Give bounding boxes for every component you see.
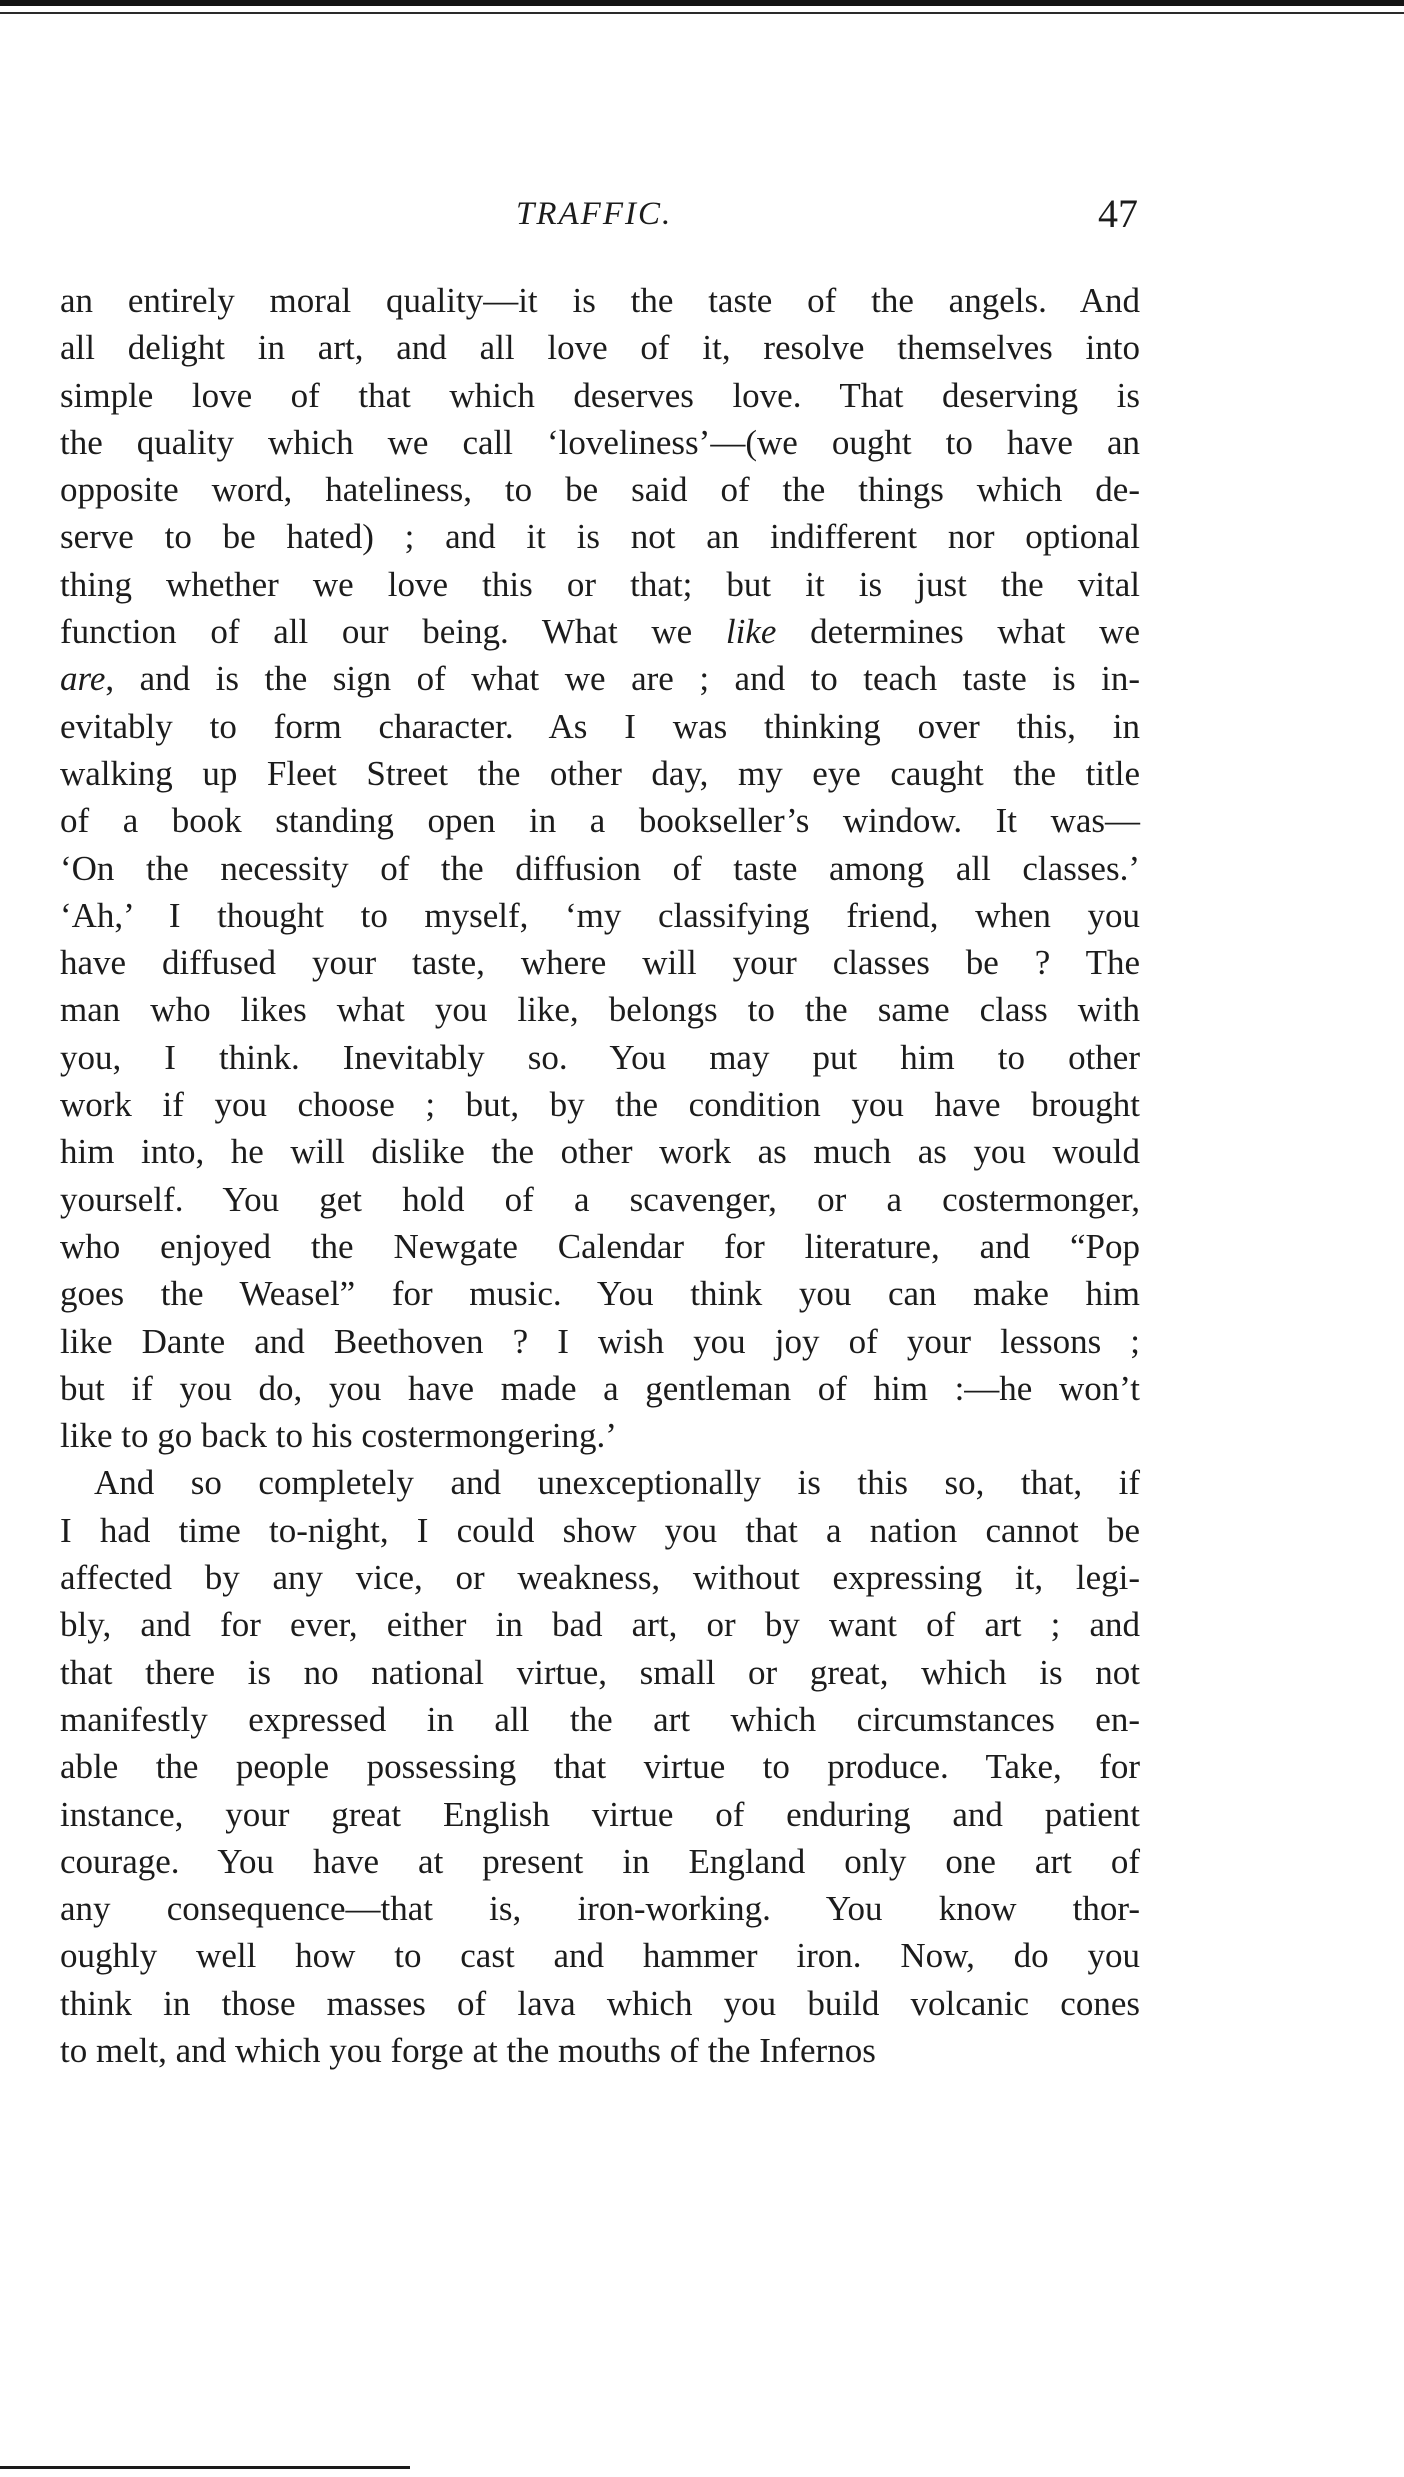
text-run: walking up Fleet Street the other day, my eye caught the title [60,753,1140,793]
text-run: but if you do, you have made a gentleman of him :—he won’t [60,1368,1140,1408]
text-line [60,1507,1140,1554]
text-run: all delight in art, and all love of it, resolve themselves into [60,328,1140,368]
text-run: think in those masses of lava which you build volcanic cones [60,1983,1140,2023]
text-line [60,324,1140,371]
text-line [60,1838,1140,1885]
text-line [60,1932,1140,1979]
text-run: like Dante and Beethoven ? I wish you joy of your lessons ; [60,1321,1140,1361]
text-line [60,1791,1140,1838]
text-line [60,703,1140,750]
running-head [0,191,1404,246]
text-run: to melt, and which you forge at the mouths of the Infernos [60,2030,876,2070]
text-run: who enjoyed the Newgate Calendar for literature, and “Pop [60,1226,1140,1266]
text-run: work if you choose ; but, by the condition you have brought [60,1085,1140,1125]
text-line [60,1365,1140,1412]
text-run: simple love of that which deserves love. That deserving is [60,375,1140,415]
top-border-thin-rule [0,12,1404,14]
text-line [60,2027,1140,2074]
text-run: man who likes what you like, belongs to the same class with [60,990,1140,1030]
top-border-rule [0,0,1404,6]
text-run: opposite word, hateliness, to be said of the things which de- [60,470,1140,510]
text-line [60,939,1140,986]
text-line [60,892,1140,939]
text-line [60,1223,1140,1270]
text-line [60,1270,1140,1317]
text-line [60,845,1140,892]
text-run: any consequence—that is, iron-working. You know thor- [60,1889,1140,1929]
text-run: of a book standing open in a bookseller’s window. It was— [60,801,1140,841]
text-line [60,1649,1140,1696]
text-line [60,986,1140,1033]
italic-text-run: are [60,659,106,699]
paragraph [60,277,1140,1459]
text-run: determines what we [776,612,1140,652]
text-line [60,750,1140,797]
text-run: function of all our being. What we [60,612,726,652]
text-line [60,1318,1140,1365]
text-run: that there is no national virtue, small or great, which is not [60,1652,1140,1692]
text-run: bly, and for ever, either in bad art, or by want of art ; and [60,1605,1140,1645]
text-line [60,466,1140,513]
text-line [60,1459,1140,1506]
text-run: you, I think. Inevitably so. You may put him to other [60,1037,1140,1077]
text-run: an entirely moral quality—it is the taste of the angels. And [60,281,1140,320]
text-run: ‘Ah,’ I thought to myself, ‘my classifying friend, when you [60,895,1140,935]
text-run: serve to be hated) ; and it is not an indifferent nor optional [60,517,1140,557]
text-line [60,1743,1140,1790]
text-line [60,277,1140,324]
text-line [60,1696,1140,1743]
text-line [60,608,1140,655]
text-line [60,1034,1140,1081]
text-run: evitably to form character. As I was thinking over this, in [60,706,1140,746]
text-line [60,1412,1140,1459]
text-run: And so completely and unexceptionally is this so, that, if [94,1463,1140,1503]
text-run: instance, your great English virtue of enduring and patient [60,1794,1140,1834]
page-number: 47 [1098,191,1138,236]
text-line [60,797,1140,844]
text-line [60,1128,1140,1175]
text-run: like to go back to his costermongering.’ [60,1416,617,1456]
text-line [60,513,1140,560]
text-line [60,1980,1140,2027]
text-run: manifestly expressed in all the art which circumstances en- [60,1699,1140,1739]
text-run: yourself. You get hold of a scavenger, or a costermonger, [60,1179,1140,1219]
text-run: the quality which we call ‘loveliness’—(we ought to have an [60,422,1140,462]
text-line [60,655,1140,702]
text-line [60,419,1140,466]
text-run: thing whether we love this or that; but it is just the vital [60,564,1140,604]
paragraph [60,1459,1140,2074]
text-line [60,372,1140,419]
bottom-edge-rule [0,2466,410,2469]
text-run: , and is the sign of what we are ; and to teach taste is in- [105,659,1140,699]
text-run: oughly well how to cast and hammer iron. Now, do you [60,1936,1140,1976]
text-run: him into, he will dislike the other work as much as you would [60,1132,1140,1172]
text-run: goes the Weasel” for music. You think you can make him [60,1274,1140,1314]
text-run: courage. You have at present in England only one art of [60,1841,1140,1881]
text-run: I had time to-night, I could show you that a nation cannot be [60,1510,1140,1550]
text-run: able the people possessing that virtue to produce. Take, for [60,1747,1140,1787]
text-line [60,1554,1140,1601]
text-line [60,1885,1140,1932]
text-run: affected by any vice, or weakness, without expressing it, legi- [60,1558,1140,1598]
text-run: ‘On the necessity of the diffusion of taste among all classes.’ [60,848,1140,888]
text-run: have diffused your taste, where will your classes be ? The [60,943,1140,983]
italic-text-run: like [725,612,777,652]
running-title: TRAFFIC. [516,196,673,232]
text-line [60,1601,1140,1648]
text-line [60,561,1140,608]
text-line [60,1176,1140,1223]
text-line [60,1081,1140,1128]
body-text [60,277,1140,2074]
